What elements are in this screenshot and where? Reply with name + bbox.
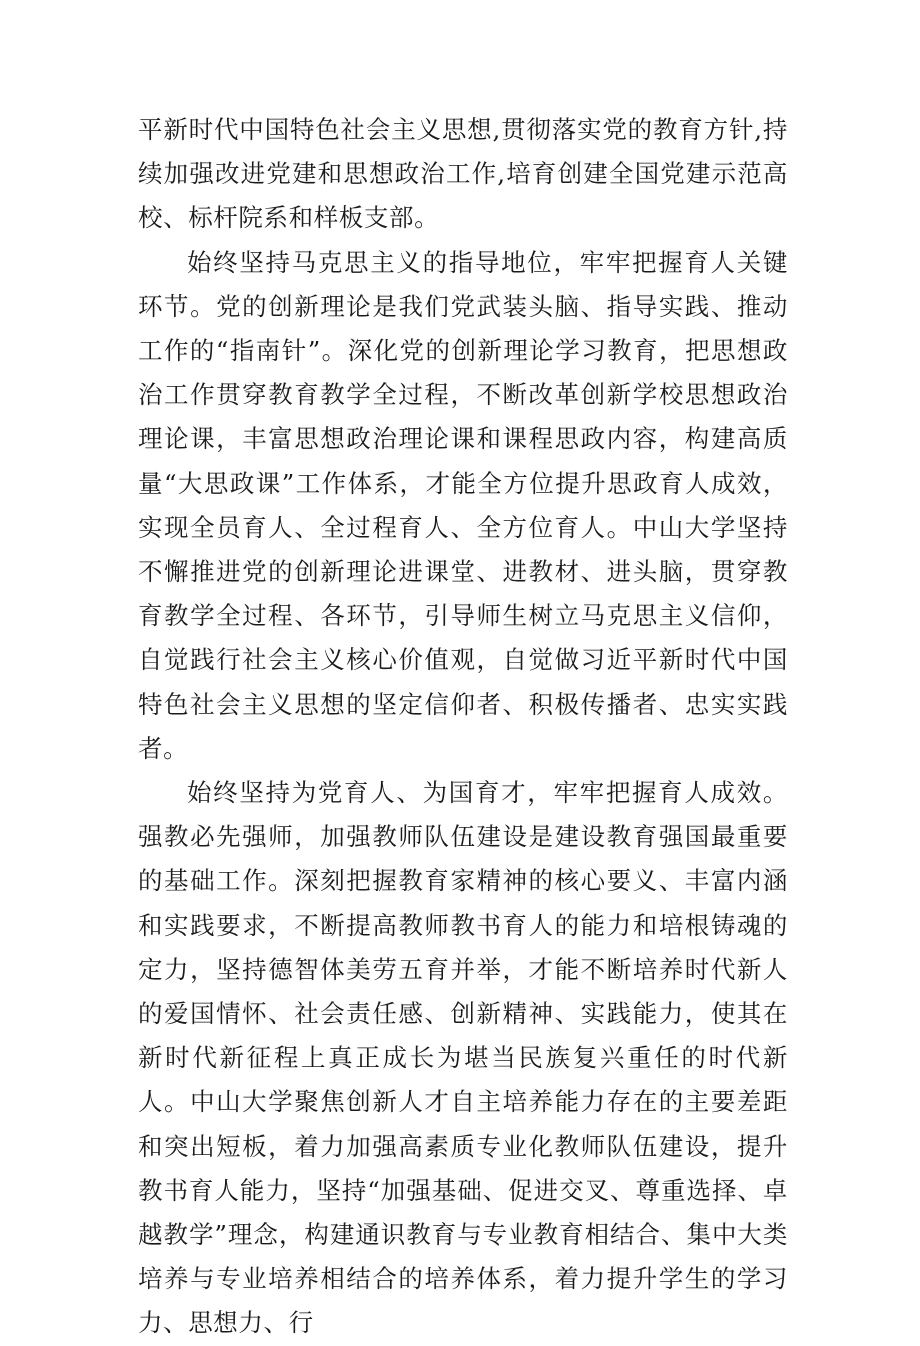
document-body bbox=[138, 108, 788, 1346]
paragraph-educate-for-party: 始终坚持为党育人、为国育才，牢牢把握育人成效。强教必先强师，加强教师队伍建设是建设教育强国最重要的基础工作。深刻把握教育家精神的核心要义、丰富内涵和实践要求，不断提高教师教书育人的能力和培根铸魂的定力，坚持德智体美劳五育并举，才能不断培养时代新人的爱国情怀、社会责任感、创新精神、实践能力，使其在新时代新征程上真正成长为堪当民族复兴重任的时代新人。中山大学聚焦创新人才自主培养能力存在的主要差距和突出短板，着力加强高素质专业化教师队伍建设，提升教书育人能力，坚持“加强基础、促进交叉、尊重选择、卓越教学”理念，构建通识教育与专业教育相结合、集中大类培养与专业培养相结合的培养体系，着力提升学生的学习力、思想力、行 bbox=[138, 778, 788, 1338]
paragraph-continuation: 平新时代中国特色社会主义思想,贯彻落实党的教育方针,持续加强改进党建和思想政治工作,培育创建全国党建示范高校、标杆院系和样板支部。 bbox=[138, 115, 788, 233]
paragraph-marxism-guidance: 始终坚持马克思主义的指导地位，牢牢把握育人关键环节。党的创新理论是我们党武装头脑、指导实践、推动工作的“指南针”。深化党的创新理论学习教育，把思想政治工作贯穿教育教学全过程，不断改革创新学校思想政治理论课，丰富思想政治理论课和课程思政内容，构建高质量“大思政课”工作体系，才能全方位提升思政育人成效，实现全员育人、全过程育人、全方位育人。中山大学坚持不懈推进党的创新理论进课堂、进教材、进头脑，贯穿教育教学全过程、各环节，引导师生树立马克思主义信仰，自觉践行社会主义核心价值观，自觉做习近平新时代中国特色社会主义思想的坚定信仰者、积极传播者、忠实实践者。 bbox=[138, 247, 788, 763]
